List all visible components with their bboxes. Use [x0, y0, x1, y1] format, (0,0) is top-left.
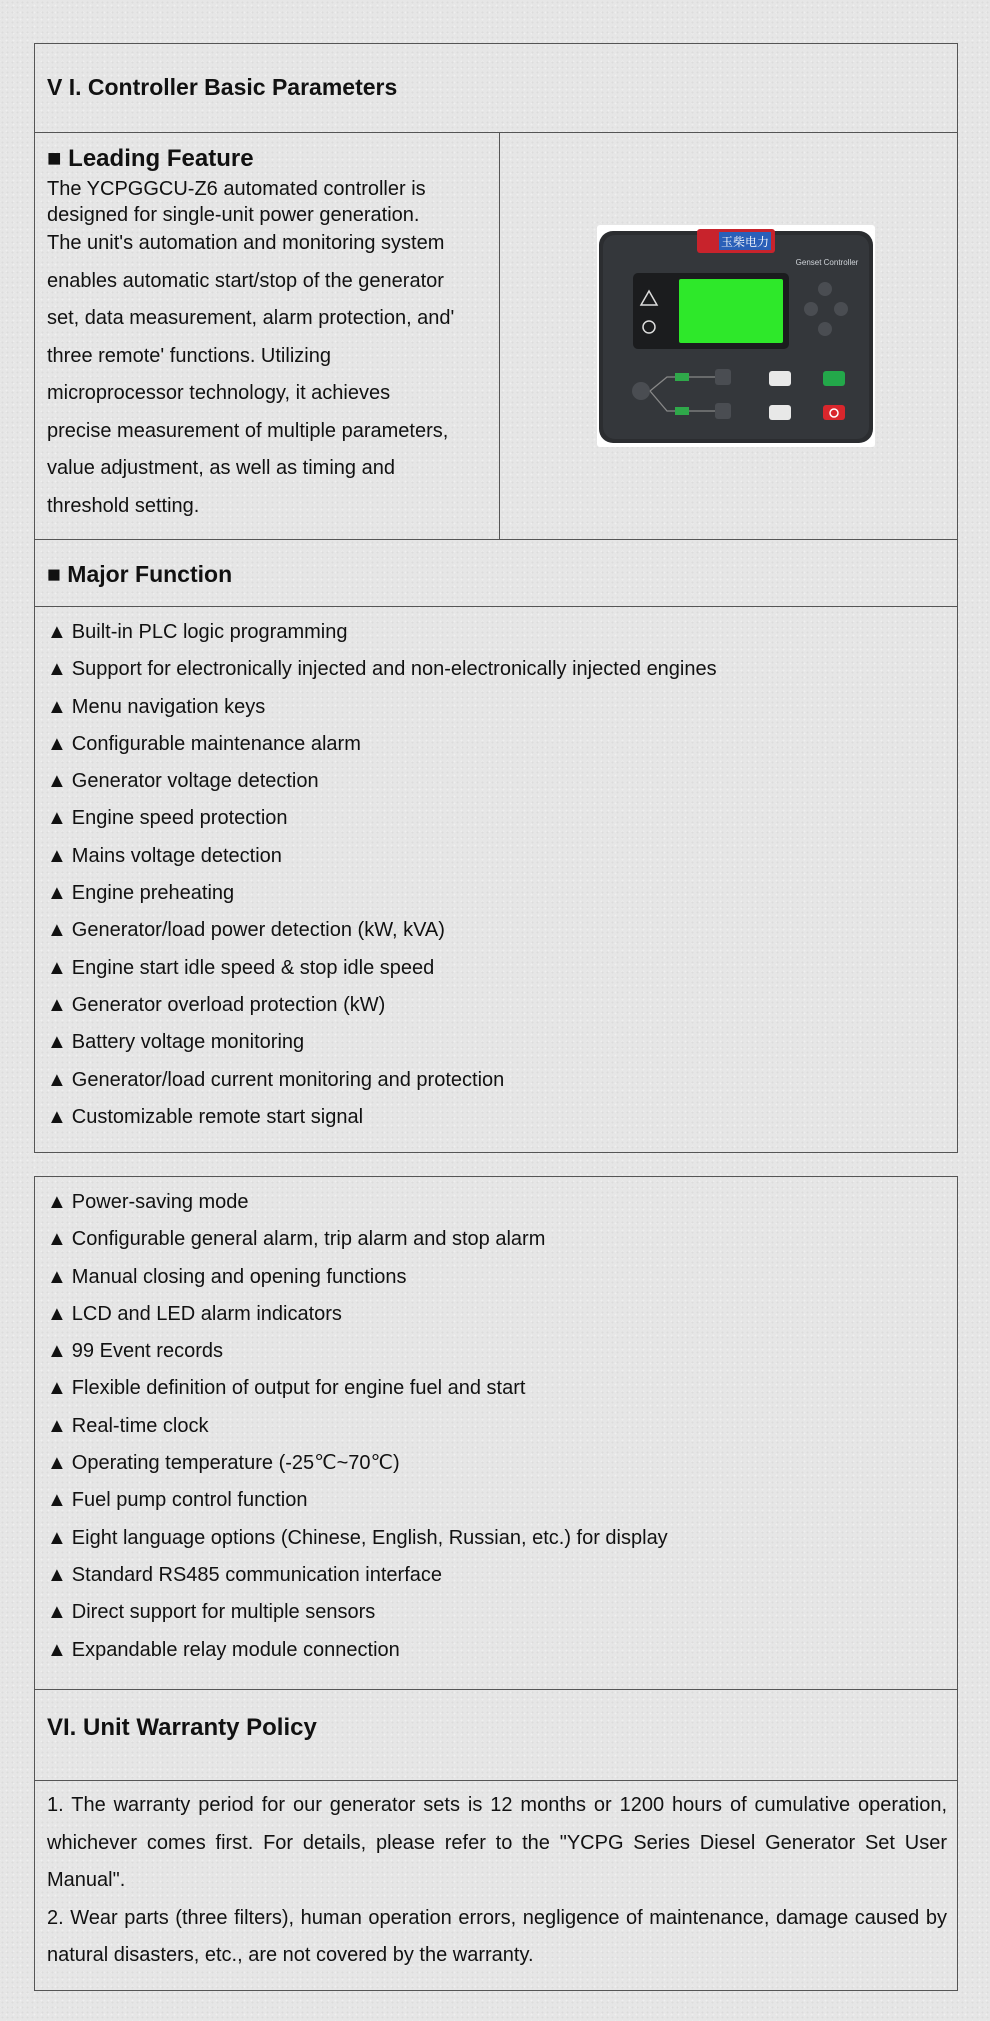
list-item — [47, 1062, 717, 1099]
list-item-text: Operating temperature (-25℃~70℃) — [71, 1452, 400, 1475]
list-item-text: LCD and LED alarm indicators — [71, 1302, 342, 1325]
major-function-list-continued — [47, 1184, 668, 1669]
triangle-bullet-icon: ▲ — [47, 1489, 67, 1512]
section-title: V I. Controller Basic Parameters — [47, 74, 398, 100]
leading-feature-intro — [47, 176, 426, 228]
warranty-item: 1. The warranty period for our generator sets is 12 months or 1200 hours of cumulative operation, whichever comes first. For details, please refer to the "YCPG Series Diesel Generator Set User Manual". — [47, 1794, 947, 1891]
list-item — [47, 1296, 668, 1333]
list-item-text: 99 Event records — [71, 1340, 223, 1363]
warranty-text — [47, 1787, 947, 1975]
list-item — [47, 1520, 668, 1557]
triangle-bullet-icon: ▲ — [47, 1068, 67, 1091]
list-item — [47, 912, 717, 949]
text-line: designed for single-unit power generation. — [47, 204, 420, 226]
leading-feature-body — [47, 225, 454, 525]
list-item — [47, 800, 717, 837]
list-item-text: Generator voltage detection — [71, 770, 319, 793]
text-line: set, data measurement, alarm protection, and' — [47, 307, 455, 329]
list-item — [47, 614, 717, 651]
triangle-bullet-icon: ▲ — [47, 1377, 67, 1400]
triangle-bullet-icon: ▲ — [47, 770, 67, 793]
list-item — [47, 1259, 668, 1296]
leading-feature-heading: ■ Leading Feature — [47, 145, 254, 172]
text-line: threshold setting. — [47, 494, 200, 517]
triangle-bullet-icon: ▲ — [47, 844, 67, 867]
list-item — [47, 987, 717, 1024]
list-item-text: Power-saving mode — [71, 1191, 249, 1213]
list-item-text: Generator/load power detection (kW, kVA) — [71, 919, 445, 942]
panel-label: Genset Controller — [795, 258, 859, 267]
list-item — [47, 838, 717, 875]
list-item — [47, 1370, 668, 1407]
list-item — [47, 1184, 668, 1221]
triangle-bullet-icon: ▲ — [47, 1452, 67, 1475]
list-item-text: Generator/load current monitoring and protection — [71, 1068, 505, 1091]
triangle-bullet-icon: ▲ — [47, 807, 67, 830]
triangle-bullet-icon: ▲ — [47, 1414, 67, 1437]
parameters-table — [34, 43, 958, 1153]
triangle-bullet-icon: ▲ — [47, 1526, 67, 1549]
triangle-bullet-icon: ▲ — [47, 1601, 67, 1624]
triangle-bullet-icon: ▲ — [47, 1340, 67, 1363]
major-function-heading: ■ Major Function — [47, 561, 233, 587]
divider — [35, 539, 957, 540]
list-item-text: Customizable remote start signal — [71, 1105, 364, 1128]
divider — [35, 132, 957, 133]
list-item — [47, 1333, 668, 1370]
warranty-item: 2. Wear parts (three filters), human operation errors, negligence of maintenance, damage caused by natural disasters, etc., are not covered by the warranty. — [47, 1906, 947, 1966]
list-item — [47, 651, 717, 688]
list-item — [47, 763, 717, 800]
list-item — [47, 1024, 717, 1061]
list-item-text: Engine preheating — [71, 882, 235, 905]
triangle-bullet-icon: ▲ — [47, 1191, 67, 1213]
divider — [35, 1780, 957, 1781]
list-item-text: Real-time clock — [71, 1414, 209, 1437]
triangle-bullet-icon: ▲ — [47, 882, 67, 905]
divider — [35, 1689, 957, 1690]
triangle-bullet-icon: ▲ — [47, 1265, 67, 1288]
list-item — [47, 1557, 668, 1594]
text-line: three remote' functions. Utilizing — [47, 344, 331, 367]
list-item-text: Flexible definition of output for engine fuel and start — [71, 1377, 526, 1400]
triangle-bullet-icon: ▲ — [47, 1228, 67, 1251]
list-item-text: Configurable general alarm, trip alarm and stop alarm — [71, 1228, 546, 1251]
controller-image — [597, 225, 875, 447]
list-item — [47, 726, 717, 763]
list-item-text: Configurable maintenance alarm — [71, 732, 361, 755]
list-item-text: Battery voltage monitoring — [71, 1031, 305, 1054]
triangle-bullet-icon: ▲ — [47, 658, 67, 681]
brand-text: 玉柴电力 — [720, 235, 770, 249]
major-function-list — [47, 614, 717, 1136]
list-item — [47, 689, 717, 726]
triangle-bullet-icon: ▲ — [47, 1638, 67, 1661]
list-item-text: Support for electronically injected and non-electronically injected engines — [71, 658, 717, 681]
triangle-bullet-icon: ▲ — [47, 1302, 67, 1325]
list-item-text: Mains voltage detection — [71, 844, 282, 867]
parameters-table-continued — [34, 1176, 958, 1991]
text-line: value adjustment, as well as timing and — [47, 457, 395, 479]
list-item-text: Engine speed protection — [71, 807, 288, 830]
triangle-bullet-icon: ▲ — [47, 993, 67, 1016]
list-item — [47, 1221, 668, 1258]
list-item — [47, 950, 717, 987]
list-item-text: Eight language options (Chinese, English, Russian, etc.) for display — [71, 1526, 668, 1549]
triangle-bullet-icon: ▲ — [47, 956, 67, 979]
text-line: The unit's automation and monitoring system — [47, 232, 445, 254]
list-item — [47, 1594, 668, 1631]
column-divider — [499, 132, 500, 539]
list-item-text: Menu navigation keys — [71, 695, 266, 718]
triangle-bullet-icon: ▲ — [47, 919, 67, 942]
list-item-text: Fuel pump control function — [71, 1489, 308, 1512]
list-item — [47, 1445, 668, 1482]
warranty-heading: VI. Unit Warranty Policy — [47, 1714, 317, 1741]
triangle-bullet-icon: ▲ — [47, 1031, 67, 1054]
list-item-text: Built-in PLC logic programming — [71, 621, 348, 643]
list-item — [47, 875, 717, 912]
triangle-bullet-icon: ▲ — [47, 1105, 67, 1128]
list-item — [47, 1099, 717, 1136]
text-line: precise measurement of multiple parameters, — [47, 419, 449, 442]
triangle-bullet-icon: ▲ — [47, 621, 67, 643]
list-item-text: Engine start idle speed & stop idle speed — [71, 956, 435, 979]
triangle-bullet-icon: ▲ — [47, 1563, 67, 1586]
text-line: The YCPGGCU-Z6 automated controller is — [47, 178, 426, 200]
list-item — [47, 1482, 668, 1519]
list-item-text: Direct support for multiple sensors — [71, 1601, 376, 1624]
text-line: microprocessor technology, it achieves — [47, 382, 391, 404]
list-item — [47, 1408, 668, 1445]
triangle-bullet-icon: ▲ — [47, 695, 67, 718]
list-item — [47, 1632, 668, 1669]
triangle-bullet-icon: ▲ — [47, 732, 67, 755]
list-item-text: Manual closing and opening functions — [71, 1265, 407, 1288]
list-item-text: Expandable relay module connection — [71, 1638, 400, 1661]
list-item-text: Standard RS485 communication interface — [71, 1563, 443, 1586]
text-line: enables automatic start/stop of the generator — [47, 269, 444, 292]
list-item-text: Generator overload protection (kW) — [71, 993, 386, 1016]
divider — [35, 606, 957, 607]
genset-controller-icon — [597, 225, 875, 447]
